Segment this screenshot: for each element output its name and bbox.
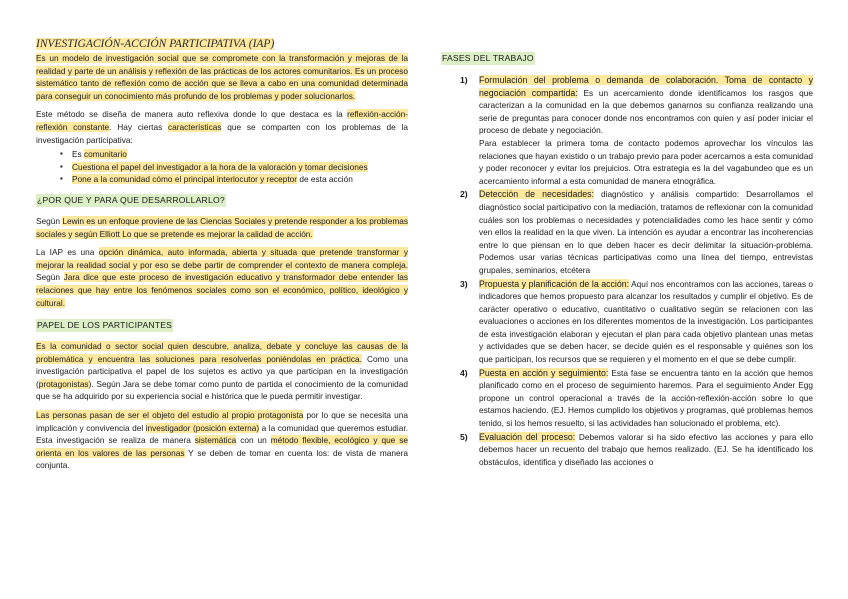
bullet-highlight: Cuestiona el papel del investigador a la hora de la valoración y tomar decisiones [72, 161, 368, 172]
bullet-pre: Es [72, 149, 84, 160]
phase-item [441, 278, 813, 366]
list-item [60, 161, 408, 174]
people-paragraph [36, 409, 408, 472]
phase-title: Detección de necesidades: [479, 189, 594, 200]
iap-highlight-2: Jara dice que este proceso de investigación educativo y transformador debe entender las relaciones que hay entre los fenómenos sociales como son el económico, político, ideológico y cultural. [36, 272, 409, 308]
phase-number: 1) [460, 75, 468, 85]
method-paragraph [36, 108, 408, 146]
why-highlight: Lewin es un enfoque proviene de las Ciencias Sociales y pretende responder a los problemas sociales y según Elliott Lo que se pretende es mejorar la calidad de acción. [36, 215, 408, 239]
people-highlight-3: sistemática [194, 435, 237, 446]
method-text-a: Este método se diseña de manera auto reflexiva donde lo que destaca es la [36, 109, 348, 120]
right-column [441, 48, 813, 469]
phase-title: Puesta en acción y seguimiento: [479, 367, 609, 378]
roles-highlight-1: Es la comunidad o sector social quien descubre, analiza, debate y concluye las causas de la problemática y encuentra las soluciones para resolverlas poniéndolas en práctica. [36, 341, 408, 364]
iap-text-a: La IAP es una [36, 247, 99, 258]
method-highlight-1: reflexión-acción-reflexión constante [36, 109, 408, 132]
people-highlight-1: Las personas pasan de ser el objeto del estudio al propio protagonista [36, 410, 304, 421]
characteristics-list [36, 148, 408, 186]
phase-item [441, 367, 813, 430]
why-paragraph [36, 215, 408, 240]
phase-item [441, 431, 813, 469]
phase-text: Es un acercamiento donde identificamos los rasgos que caracterizan a la comunidad en la que debemos ganarnos su confianza realizando una serie de preguntas para conocer donde nos encontramos con quien y así poder iniciar el proceso de debate y negociación. [479, 87, 813, 136]
list-item [60, 173, 408, 186]
phase-title: Evaluación del proceso: [479, 431, 576, 442]
phase-item [441, 74, 813, 187]
section-heading-roles: PAPEL DE LOS PARTICIPANTES [37, 320, 173, 331]
phase-text: Aquí nos encontramos con las acciones, tareas o indicadores que hemos propuesto para alcanzar los resultados y cumplir el objetivo. Es de carácter operativo o educativo, cuantitativo o cualitativo según se relacionen con las evaluaciones o acciones en los diferentes momentos de la investigación. Los participantes de esta investigación elaboran y ejecutan el plan para cada objetivo plantean unas metas y actividades que se deben hacer, se decide quién es el responsable y quiénes son los que participan, los recursos que se requieren y el momento en el que se debe cumplir. [479, 278, 813, 365]
method-text-c: que se comparten con los problemas de la investigación participativa: [36, 121, 408, 145]
phase-text: diagnóstico y análisis compartido: Desarrollamos el diagnóstico social participativo con la mediación, tratamos de reflexionar con la comunidad cuáles son los problemas o necesidades y potencialidades como les hace sentir y cómo ven ellos la realidad en la que viven. La intención es ayudar a encontrar las incoherencias entre lo que piensan en lo que deben hacer es decir delimitar la situación-problema. Podemos usar varias técnicas participativas como una línea del tiempo, entrevistas grupales, seminarios, etcétera [479, 189, 813, 275]
phase-number: 2) [460, 189, 468, 200]
iap-text-b: Según [36, 272, 64, 283]
phases-list [441, 74, 813, 468]
bullet-highlight: comunitario [84, 149, 127, 160]
bullet-post: de esta acción [297, 174, 353, 185]
document-title: INVESTIGACIÓN-ACCIÓN PARTICIPATIVA (IAP) [36, 38, 275, 50]
document-title-block [36, 34, 408, 52]
phase-text: Debemos valorar si ha sido efectivo las acciones y para ello debemos hacer un recuento del trabajo que hemos realizado. (EJ. Se ha identificado los obstáculos, identifica y diseñado las acciones o [479, 431, 813, 467]
section-heading-phases: FASES DEL TRABAJO [442, 53, 534, 63]
phase-extra: Para establecer la primera toma de contacto podemos aprovechar los vínculos las relaciones que hayan existido o un trabajo previo para poder acercarnos a esta comunidad y poder reconocer y evitar los prejuicios. Otra estrategia es la del vagabundeo que es un acercamiento informal a esta comunidad de manera etnográfica. [479, 137, 813, 186]
left-column [36, 34, 408, 472]
people-text-a: por lo que se necesita una implicación y convivencia del [36, 410, 408, 433]
roles-highlight-2: protagonistas [38, 378, 89, 389]
phase-text: Esta fase se encuentra tanto en la acción que hemos planificado como en el proceso de seguimiento haremos. Para el seguimiento Ander Egg propone un control operacional a través de la acción-reflexión-acción sobre lo que estamos haciendo. (EJ. Hemos cumplido los objetivos y programas, qué problemas hemos tenido, si los hemos resuelto, si las actividades han solucionado el problema, etc). [479, 367, 813, 429]
phase-number: 5) [460, 431, 468, 442]
phase-item [441, 188, 813, 276]
roles-text-b: ). Según Jara se debe tomar como punto de partida el conocimiento de la comunidad que se ha adquirido por su experiencia social e histórica que le pueda permitir investigar. [36, 378, 408, 402]
people-text-b: a la comunidad que queremos estudiar. Esta investigación se realiza de manera [36, 422, 408, 446]
iap-highlight-1: opción dinámica, auto informada, abierta y situada que pretende transformar y mejorar la realidad social y por eso se debe partir de comprender el contexto de manera compleja. [36, 247, 408, 270]
method-highlight-2: características [168, 121, 222, 132]
why-text-a: Según [36, 215, 63, 226]
iap-paragraph [36, 246, 408, 309]
bullet-highlight: Pone a la comunidad cómo el principal interlocutor y receptor [72, 174, 298, 185]
roles-text-a: Como una investigación participativa el papel de los sujetos es activo ya que participan en la investigación ( [36, 353, 408, 389]
method-text-b: . Hay ciertas [109, 121, 168, 132]
intro-highlight: Es un modelo de investigación social que se compromete con la transformación y mejoras de la realidad y parte de un análisis y reflexión de las prácticas de los actores comunitarios. Es un proceso sistemático tanto de reflexión como de acción que se lleva a cabo en una comunidad determinada para conseguir un conocimiento más profundo de los problemas y poder solucionarlos. [36, 53, 408, 101]
list-item [60, 148, 408, 161]
roles-paragraph [36, 340, 408, 403]
phase-number: 4) [460, 367, 468, 378]
intro-paragraph [36, 52, 408, 102]
people-highlight-2: investigador (posición externa) [145, 422, 260, 433]
people-text-d: Y se deben de tomar en cuenta los: de vista de manera conjunta. [36, 447, 408, 471]
section-heading-why: ¿POR QUE Y PARA QUE DESARROLLARLO? [37, 194, 225, 205]
people-text-c: con un [236, 435, 271, 446]
phase-title: Propuesta y planificación de la acción: [479, 278, 630, 289]
phase-title: Formulación del problema o demanda de colaboración. Toma de contacto y negociación compartida: [479, 75, 813, 98]
phase-number: 3) [460, 278, 468, 289]
people-highlight-4: método flexible, ecológico y que se orienta en los valores de las personas [36, 435, 408, 458]
